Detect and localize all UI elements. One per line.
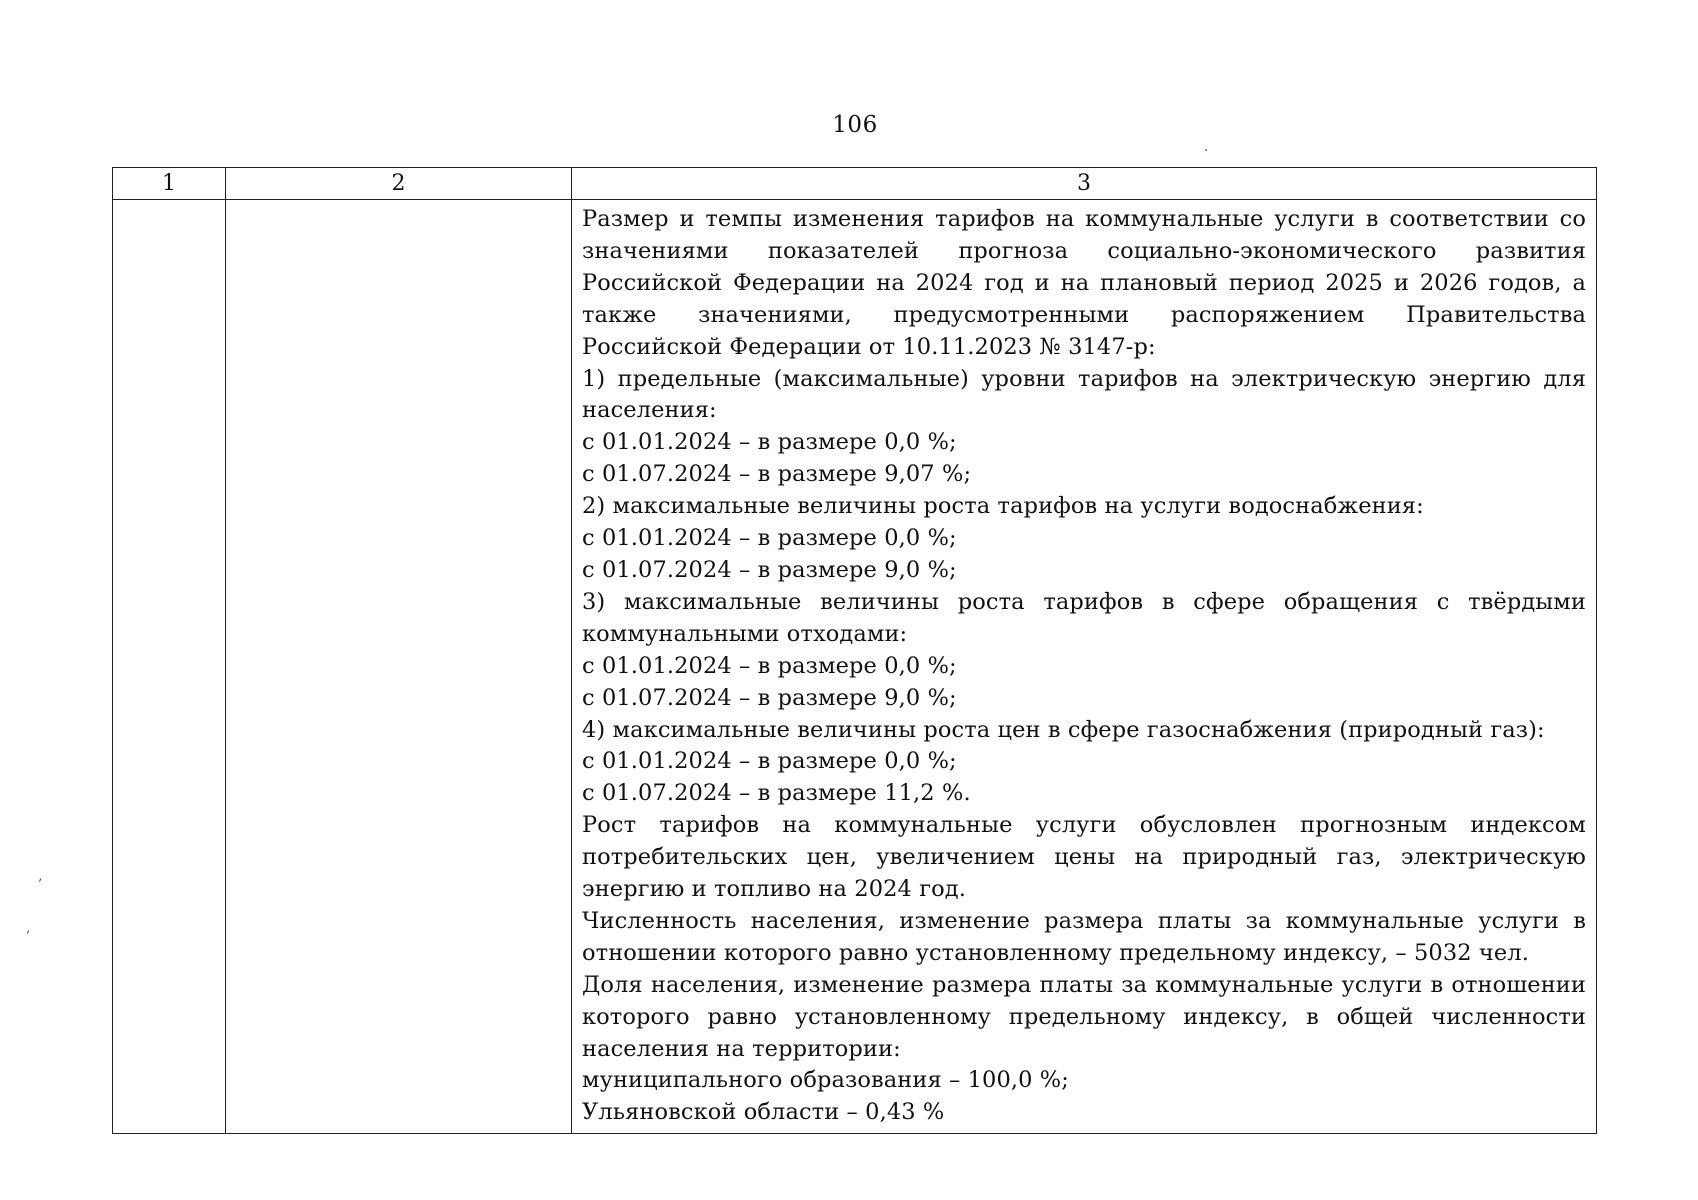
text-paragraph: Доля населения, изменение размера платы за коммунальные услуги в отношении которого равно установленному предельному индексу, в общей численности населения на территории: [582,971,1586,1062]
text-paragraph: с 01.07.2024 – в размере 9,07 %; [582,461,972,488]
column-header-3: 3 [572,168,1597,200]
table-row [113,200,1597,1134]
text-paragraph: Рост тарифов на коммунальные услуги обусловлен прогнозным индексом потребительских цен, увеличением цены на природный газ, электрическую энергию и топливо на 2024 год. [582,812,1586,903]
text-paragraph: 2) максимальные величины роста тарифов на услуги водоснабжения: [582,493,1424,520]
column-header-1: 1 [113,168,226,200]
table-cell-col3 [572,200,1597,1134]
column-header-2: 2 [226,168,572,200]
text-paragraph: 4) максимальные величины роста цен в сфере газоснабжения (природный газ): [582,716,1545,743]
table-header-row [113,168,1597,200]
page-number: 106 [832,112,878,138]
text-paragraph: с 01.01.2024 – в размере 0,0 %; [582,429,957,456]
table-cell-col2 [226,200,572,1134]
text-paragraph: с 01.01.2024 – в размере 0,0 %; [582,652,957,679]
text-paragraph: с 01.01.2024 – в размере 0,0 %; [582,748,957,775]
document-table [112,167,1597,1134]
text-paragraph: с 01.07.2024 – в размере 11,2 %. [582,780,971,807]
text-paragraph: муниципального образования – 100,0 %; [582,1067,1069,1094]
scan-speck: ‚ [38,868,43,884]
text-paragraph: с 01.07.2024 – в размере 9,0 %; [582,684,957,711]
text-paragraph: 3) максимальные величины роста тарифов в сфере обращения с твёрдыми коммунальными отходами: [582,588,1586,647]
scan-speck: · [1204,143,1209,159]
text-paragraph: с 01.01.2024 – в размере 0,0 %; [582,525,957,552]
text-paragraph: Ульяновской области – 0,43 % [582,1099,945,1126]
table-cell-col1 [113,200,226,1134]
text-paragraph: Размер и темпы изменения тарифов на коммунальные услуги в соответствии со значениями показателей прогноза социально-экономического развития Российской Федерации на 2024 год и на плановый период 2025 и 2026 годов, а также значениями, предусмотренными распоряжением Правительства Российской Федерации от 10.11.2023 № 3147-р: [582,206,1586,360]
text-paragraph: 1) предельные (максимальные) уровни тарифов на электрическую энергию для населения: [582,365,1586,424]
scan-speck: , [26,920,31,936]
text-paragraph: Численность населения, изменение размера платы за коммунальные услуги в отношении которого равно установленному предельному индексу, – 5032 чел. [582,907,1586,966]
text-paragraph: с 01.07.2024 – в размере 9,0 %; [582,556,957,583]
